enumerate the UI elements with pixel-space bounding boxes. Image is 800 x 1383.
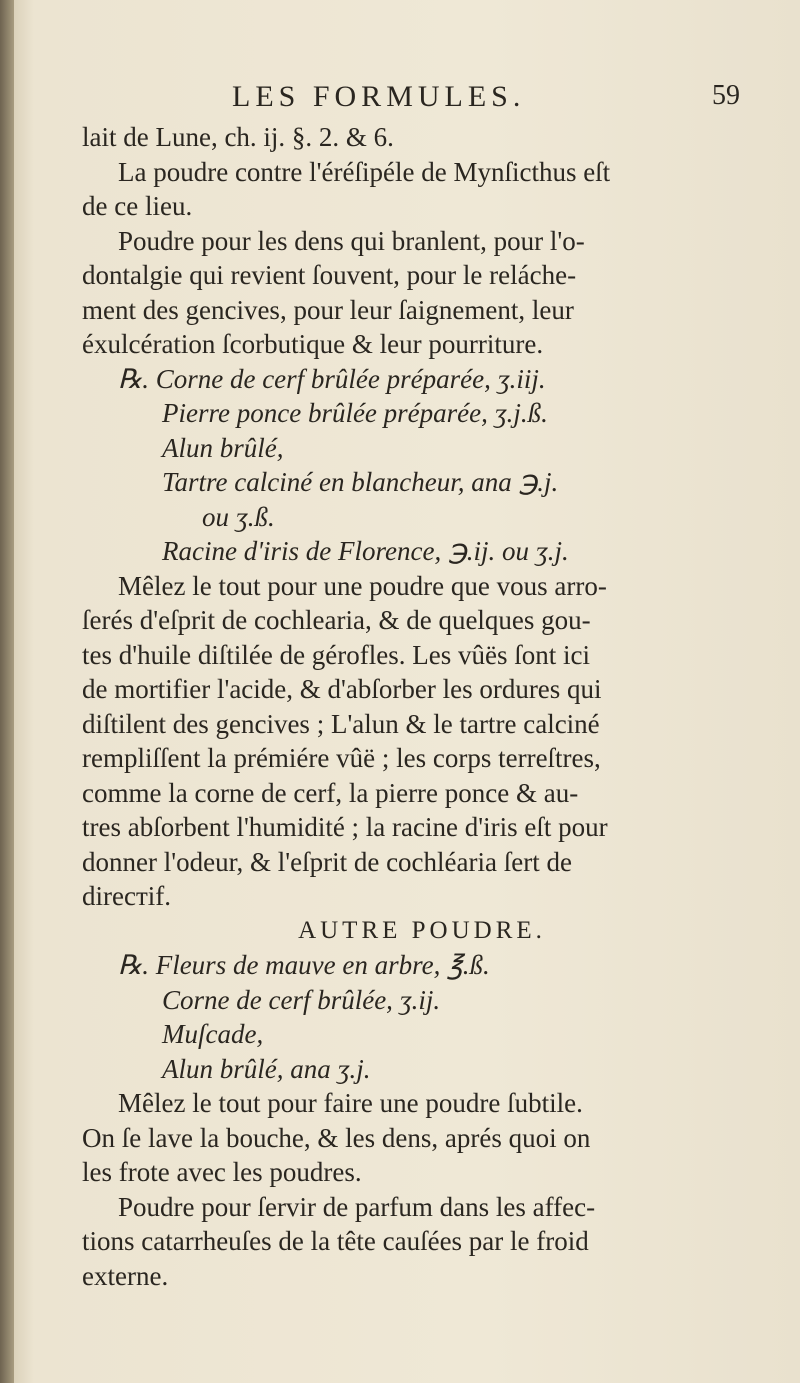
text-line: ſerés d'eſprit de cochlearia, & de quelques gou- [82, 605, 591, 635]
text-line: Mêlez le tout pour faire une poudre ſubtile. [118, 1088, 583, 1118]
text-line: ment des gencives, pour leur ſaignement, leur [82, 294, 574, 325]
text-body [82, 120, 722, 1293]
text-line: diſtilent des gencives ; L'alun & le tartre calciné [82, 708, 600, 739]
text-line: Muſcade, [162, 1019, 264, 1049]
text-line: éxulcération ſcorbutique & leur pourriture. [82, 329, 544, 359]
page-number: 59 [712, 80, 740, 111]
running-title: LES FORMULES. [232, 80, 526, 113]
text-line: rempliſſent la prémiére vûë ; les corps terreſtres, [82, 743, 601, 773]
text-line: externe. [82, 1260, 169, 1291]
text-line: On ſe lave la bouche, & les dens, aprés quoi on [82, 1122, 591, 1153]
page-header [232, 80, 740, 120]
text-line: ℞. Corne de cerf brûlée préparée, ʒ.iij. [118, 363, 546, 394]
text-line: La poudre contre l'éréſipéle de Mynſicthus eſt [118, 156, 611, 187]
text-line: Mêlez le tout pour une poudre que vous arro- [118, 570, 607, 601]
text-line: ou ʒ.ß. [202, 501, 275, 532]
text-line: Alun brûlé, ana ʒ.j. [162, 1053, 371, 1084]
text-line: de mortifier l'acide, & d'abſorber les ordures qui [82, 674, 602, 704]
text-line: donner l'odeur, & l'eſprit de cochléaria ſert de [82, 846, 572, 877]
text-line: de ce lieu. [82, 191, 193, 221]
text-line: tes d'huile diſtilée de gérofles. Les vûës ſont ici [82, 639, 590, 670]
text-line: tions catarrheuſes de la tête cauſées par le froid [82, 1226, 589, 1256]
text-line: Tartre calciné en blancheur, ana ℈.j. [162, 467, 559, 497]
text-line: direcтif. [82, 881, 172, 911]
text-line: Pierre ponce brûlée préparée, ʒ.j.ß. [162, 398, 548, 428]
text-line: tres abſorbent l'humidité ; la racine d'iris eſt pour [82, 812, 608, 842]
text-line: Poudre pour les dens qui branlent, pour l'o- [118, 225, 585, 256]
text-line: comme la corne de cerf, la pierre ponce & au- [82, 777, 579, 808]
text-line: dontalgie qui revient ſouvent, pour le reláche- [82, 260, 577, 290]
text-line: Racine d'iris de Florence, ℈.ij. ou ʒ.j. [162, 536, 569, 566]
text-line: Corne de cerf brûlée, ʒ.ij. [162, 984, 441, 1015]
text-line: les frote avec les poudres. [82, 1157, 362, 1187]
text-line: Alun brûlé, [162, 432, 284, 463]
text-line: lait de Lune, ch. ij. §. 2. & 6. [82, 122, 394, 152]
binding-gutter [0, 0, 14, 1383]
text-line: Poudre pour ſervir de parfum dans les affec- [118, 1191, 596, 1222]
section-title: AUTRE POUDRE. [298, 916, 546, 944]
text-line: ℞. Fleurs de mauve en arbre, ℥.ß. [118, 950, 490, 980]
